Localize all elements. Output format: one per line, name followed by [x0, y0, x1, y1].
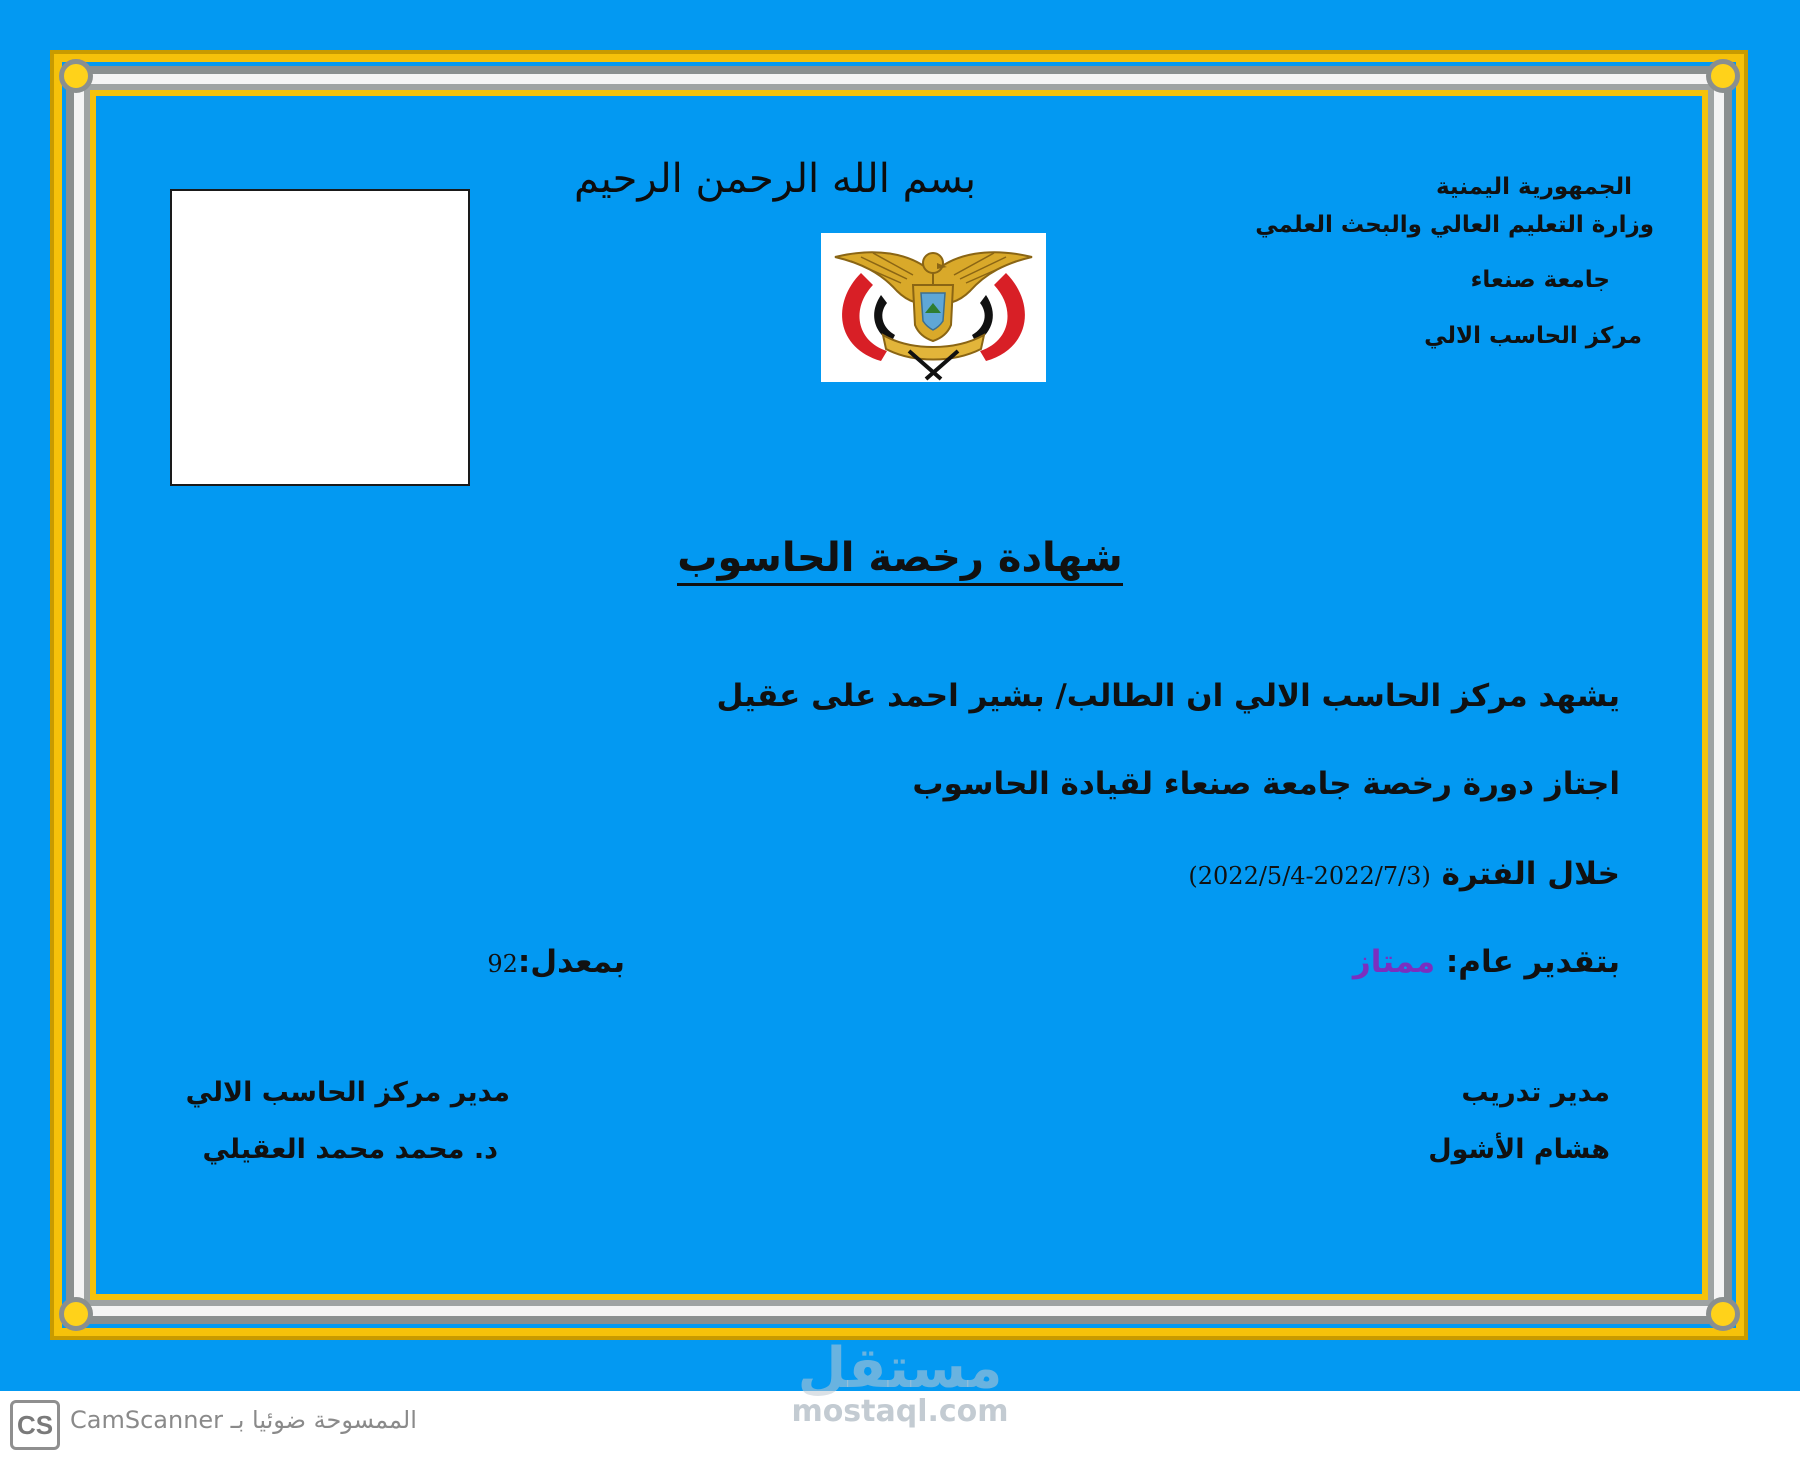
- signature-right-title: مدير تدريب: [1461, 1077, 1610, 1108]
- frame-corner-bottom-right-icon: [1706, 1297, 1740, 1331]
- grade-value: ممتاز: [1352, 944, 1436, 980]
- frame-corner-top-left-icon: [59, 59, 93, 93]
- watermark-arabic: مستقل: [797, 1336, 1003, 1401]
- basmala-calligraphy: بسم الله الرحمن الرحيم: [573, 156, 976, 202]
- header-ministry: وزارة التعليم العالي والبحث العلمي: [1255, 212, 1654, 238]
- camscanner-caption: الممسوحة ضوئيا بـ CamScanner: [70, 1406, 417, 1434]
- average-value: 92: [487, 950, 518, 978]
- average-label: بمعدل:: [517, 944, 625, 980]
- frame-corner-top-right-icon: [1706, 59, 1740, 93]
- certificate-line-student: يشهد مركز الحاسب الالي ان الطالب/ بشير احمد على عقيل: [716, 678, 1620, 714]
- certificate-line-average: [487, 944, 625, 980]
- frame-corner-bottom-left-icon: [59, 1297, 93, 1331]
- eagle-emblem-icon: [821, 233, 1046, 382]
- certificate-line-course: اجتاز دورة رخصة جامعة صنعاء لقيادة الحاسوب: [912, 766, 1620, 802]
- photo-placeholder: [170, 189, 470, 486]
- signature-left-name: د. محمد محمد العقيلي: [202, 1134, 498, 1165]
- header-university: جامعة صنعاء: [1470, 267, 1610, 293]
- watermark-english: mostaql.com: [791, 1394, 1009, 1429]
- signature-left-title: مدير مركز الحاسب الالي: [185, 1077, 510, 1108]
- signature-right-name: هشام الأشول: [1428, 1134, 1610, 1165]
- period-label: خلال الفترة: [1441, 856, 1620, 892]
- certificate-title-text: شهادة رخصة الحاسوب: [677, 535, 1122, 586]
- grade-label: بتقدير عام:: [1445, 944, 1620, 980]
- certificate-line-grade: [1353, 944, 1620, 980]
- camscanner-logo-icon: CS: [10, 1400, 60, 1450]
- header-country: الجمهورية اليمنية: [1435, 174, 1632, 200]
- yemen-emblem: [821, 233, 1046, 382]
- certificate-line-period: [1188, 856, 1620, 892]
- certificate-title: [640, 535, 1160, 581]
- period-value: (2022/5/4-2022/7/3): [1188, 862, 1431, 890]
- header-center: مركز الحاسب الالي: [1424, 323, 1642, 349]
